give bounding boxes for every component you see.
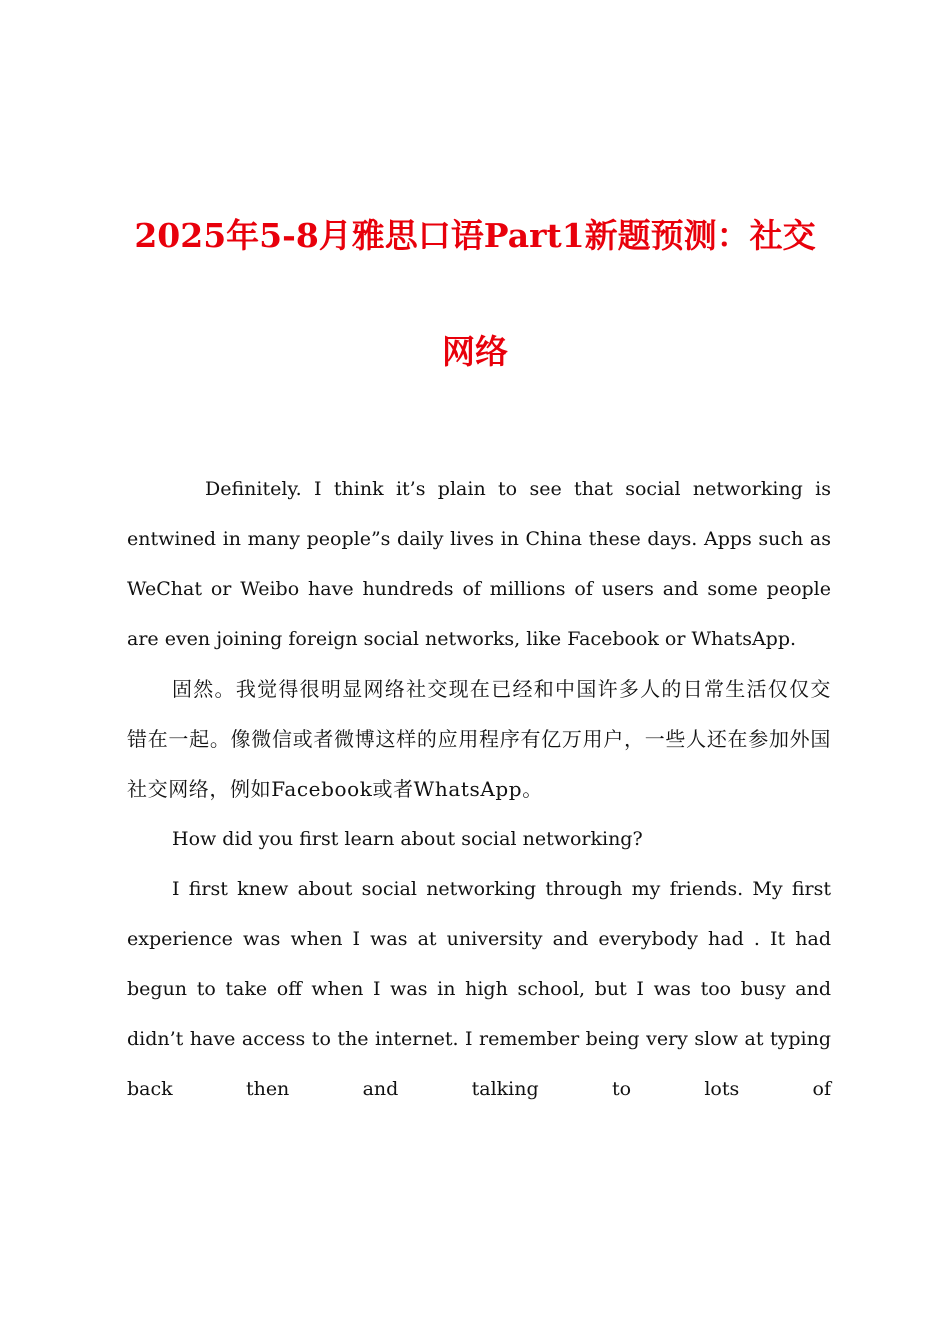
paragraph-question: How did you first learn about social networking? xyxy=(172,828,643,850)
document-title-line-1: 2025年5-8月雅思口语Part1新题预测：社交 xyxy=(134,216,816,255)
paragraph-answer-english-2: I first knew about social networking through my friends. My first experience was when I was at university and everybody had . It had begun to take off when I was in high school, but I was too busy and didn’t have access to the internet. I remember being very slow at typing back then and talking to lots of xyxy=(127,878,831,1100)
document-body xyxy=(127,464,831,1114)
paragraph-answer-chinese: 固然。我觉得很明显网络社交现在已经和中国许多人的日常生活仅仅交错在一起。像微信或者微博这样的应用程序有亿万用户，一些人还在参加外国社交网络，例如Facebook或者WhatsApp。 xyxy=(127,677,831,801)
paragraph-answer-english: Definitely. I think it’s plain to see that social networking is entwined in many people”s daily lives in China these days. Apps such as WeChat or Weibo have hundreds of millions of users and some people are even joining foreign social networks, like Facebook or WhatsApp. xyxy=(127,478,831,650)
document-title-line-2: 网络 xyxy=(442,332,508,371)
